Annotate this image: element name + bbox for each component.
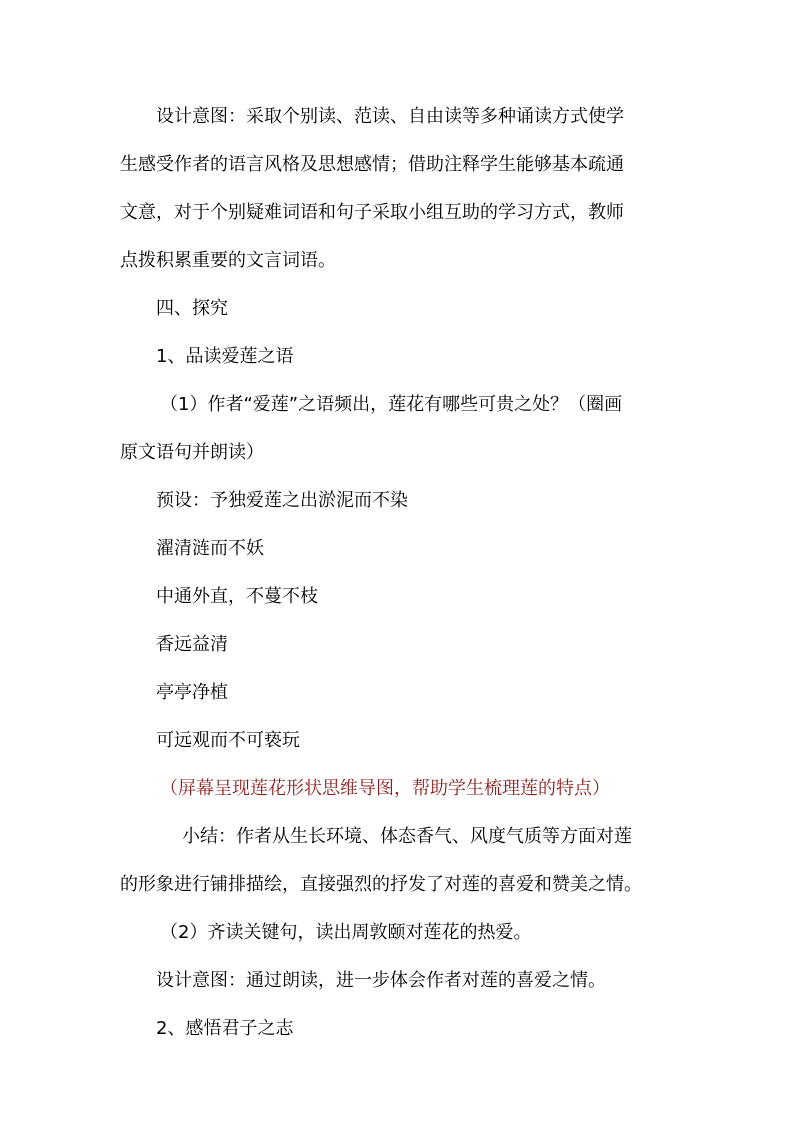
design-intent-line-2: 生感受作者的语言风格及思想感情；借助注释学生能够基本疏通 <box>120 154 624 175</box>
question-2: （2）齐读关键句，读出周敦颐对莲花的热爱。 <box>160 922 532 943</box>
subsection-heading-1: 1、品读爱莲之语 <box>156 346 294 367</box>
preset-answer: 预设：予独爱莲之出淤泥而不染 <box>156 490 408 511</box>
design-intent-line-3: 文意，对于个别疑难词语和句子采取小组互助的学习方式，教师 <box>120 202 624 223</box>
section-heading-four: 四、探究 <box>156 298 228 319</box>
design-intent-line-1: 设计意图：采取个别读、范读、自由读等多种诵读方式使学 <box>156 106 624 127</box>
screen-note: （屏幕呈现莲花形状思维导图，帮助学生梳理莲的特点） <box>160 778 610 799</box>
quote-line: 濯清涟而不妖 <box>156 538 264 559</box>
quote-line: 中通外直，不蔓不枝 <box>156 586 318 607</box>
quote-line: 亭亭净植 <box>156 682 228 703</box>
design-intent-line-4: 点拨积累重要的文言词语。 <box>120 250 336 271</box>
subsection-heading-2: 2、感悟君子之志 <box>156 1018 294 1039</box>
summary-line-2: 的形象进行铺排描绘，直接强烈的抒发了对莲的喜爱和赞美之情。 <box>120 874 642 895</box>
question-1-line-2: 原文语句并朗读） <box>120 442 264 463</box>
quote-line: 香远益清 <box>156 634 228 655</box>
question-1-line-1: （1）作者“爱莲”之语频出，莲花有哪些可贵之处？（圈画 <box>160 394 623 415</box>
design-intent-2: 设计意图：通过朗读，进一步体会作者对莲的喜爱之情。 <box>156 970 606 991</box>
summary-line-1: 小结：作者从生长环境、体态香气、风度气质等方面对莲 <box>182 826 632 847</box>
quote-line: 可远观而不可亵玩 <box>156 730 300 751</box>
